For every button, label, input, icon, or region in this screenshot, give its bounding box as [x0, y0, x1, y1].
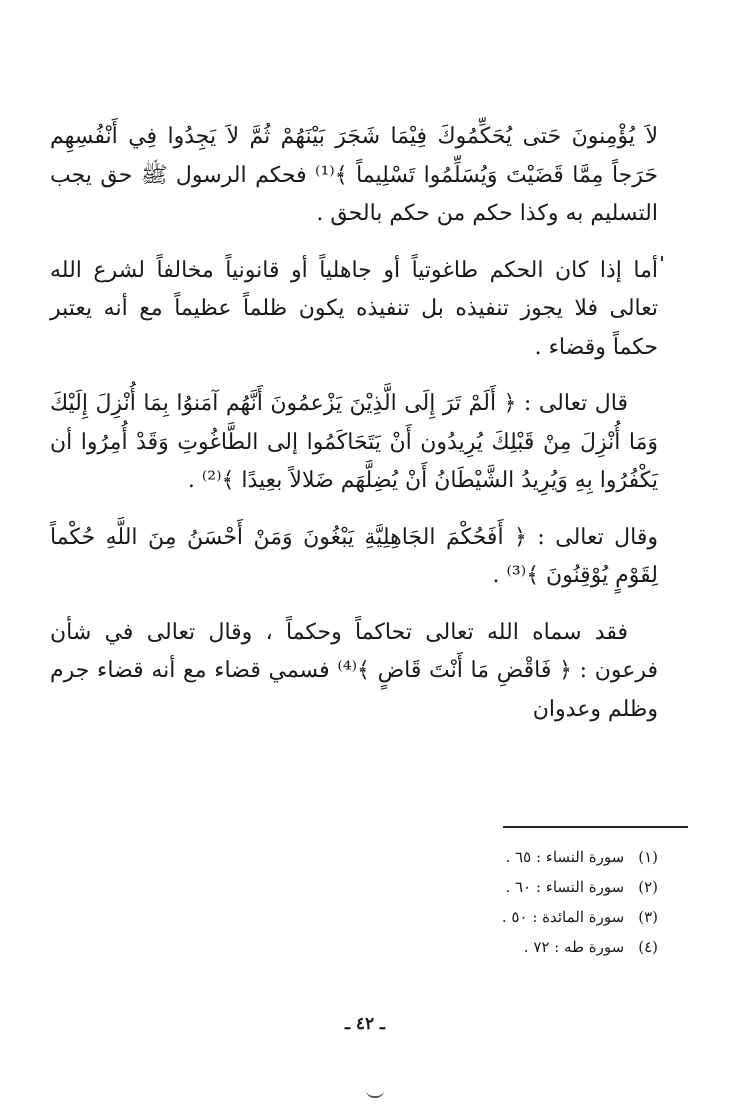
footnote-text: سورة النساء : ٦٠ .: [505, 878, 625, 896]
footnote-number: (٣): [638, 908, 658, 926]
footnote-1: [400, 842, 658, 872]
footnote-number: (١): [638, 848, 658, 866]
scan-mark: [366, 1090, 384, 1098]
footnote-3: [400, 902, 658, 932]
footnote-text: سورة طه : ٧٢ .: [523, 938, 625, 956]
margin-mark: [661, 256, 663, 261]
footnote-number: (٤): [638, 938, 658, 956]
paragraph-verse-jahiliyya: وقال تعالى : ﴿ أَفَحُكْمَ الجَاهِلِيَّةِ يَبْغُونَ وَمَنْ أَحْسَنُ مِنَ اللَّهِ حُكْماً لِقَوْمٍ يُوْقِنُونَ ﴾⁽³⁾ .: [50, 524, 658, 588]
main-text: [50, 118, 658, 729]
footnote-divider: [503, 826, 688, 828]
paragraph-ruling: أما إذا كان الحكم طاغوتياً أو جاهلياً أو قانونياً مخالفاً لشرع الله تعالى فلا يجوز تنفيذه بل تنفيذه يكون ظلماً عظيماً مع أنه يعتبر حكماً وقضاء .: [50, 257, 658, 360]
paragraph-verse-taghut: قال تعالى : ﴿ أَلَمْ تَرَ إِلَى الَّذِيْنَ يَزْعمُونَ أَنَّهُم آمَنوُا بِمَا أُنْزِلَ إِلَيْكَ وَمَا أُنْزِلَ مِنْ قَبْلِكَ يُرِيدُون أَنْ يَتَحَاكَمُوا إلى الطَّاغُوتِ وَقَدْ أُمِرُوا أن يَكْفُرُوا بِهِ وَيُرِيدُ الشَّيْطَانُ أَنْ يُضِلَّهَم ضَلالاً بعِيدًا ﴾⁽²⁾ .: [50, 391, 658, 493]
footnote-text: سورة المائدة : ٥٠ .: [501, 908, 625, 926]
footnote-4: [400, 932, 658, 962]
footnote-text: سورة النساء : ٦٥ .: [505, 848, 625, 866]
footnote-number: (٢): [638, 878, 658, 896]
paragraph-quran-verse: لاَ يُؤْمِنونَ حَتى يُحَكِّمُوكَ فِيْمَا شَجَرَ بَيْنَهُمْ ثُمَّ لاَ يَجِدُوا فِي أَنْفُسِهِم حَرَجاً مِمَّا قَضَيْتَ وَيُسَلِّمُوا تَسْلِيماً ﴾⁽¹⁾ فحكم الرسول ﷺ حق يجب التسليم به وكذا حكم من حكم بالحق .: [50, 124, 658, 226]
page-number: ـ ٤٢ ـ: [344, 1014, 386, 1034]
footnote-2: [400, 872, 658, 902]
paragraph-pharaoh: فقد سماه الله تعالى تحاكماً وحكماً ، وقال تعالى في شأن فرعون : ﴿ فَاقْضِ مَا أَنْتَ قَاضٍ ﴾⁽⁴⁾ فسمي قضاء مع أنه قضاء جرم وظلم وعدوان: [50, 619, 659, 722]
footnotes: [400, 842, 658, 962]
